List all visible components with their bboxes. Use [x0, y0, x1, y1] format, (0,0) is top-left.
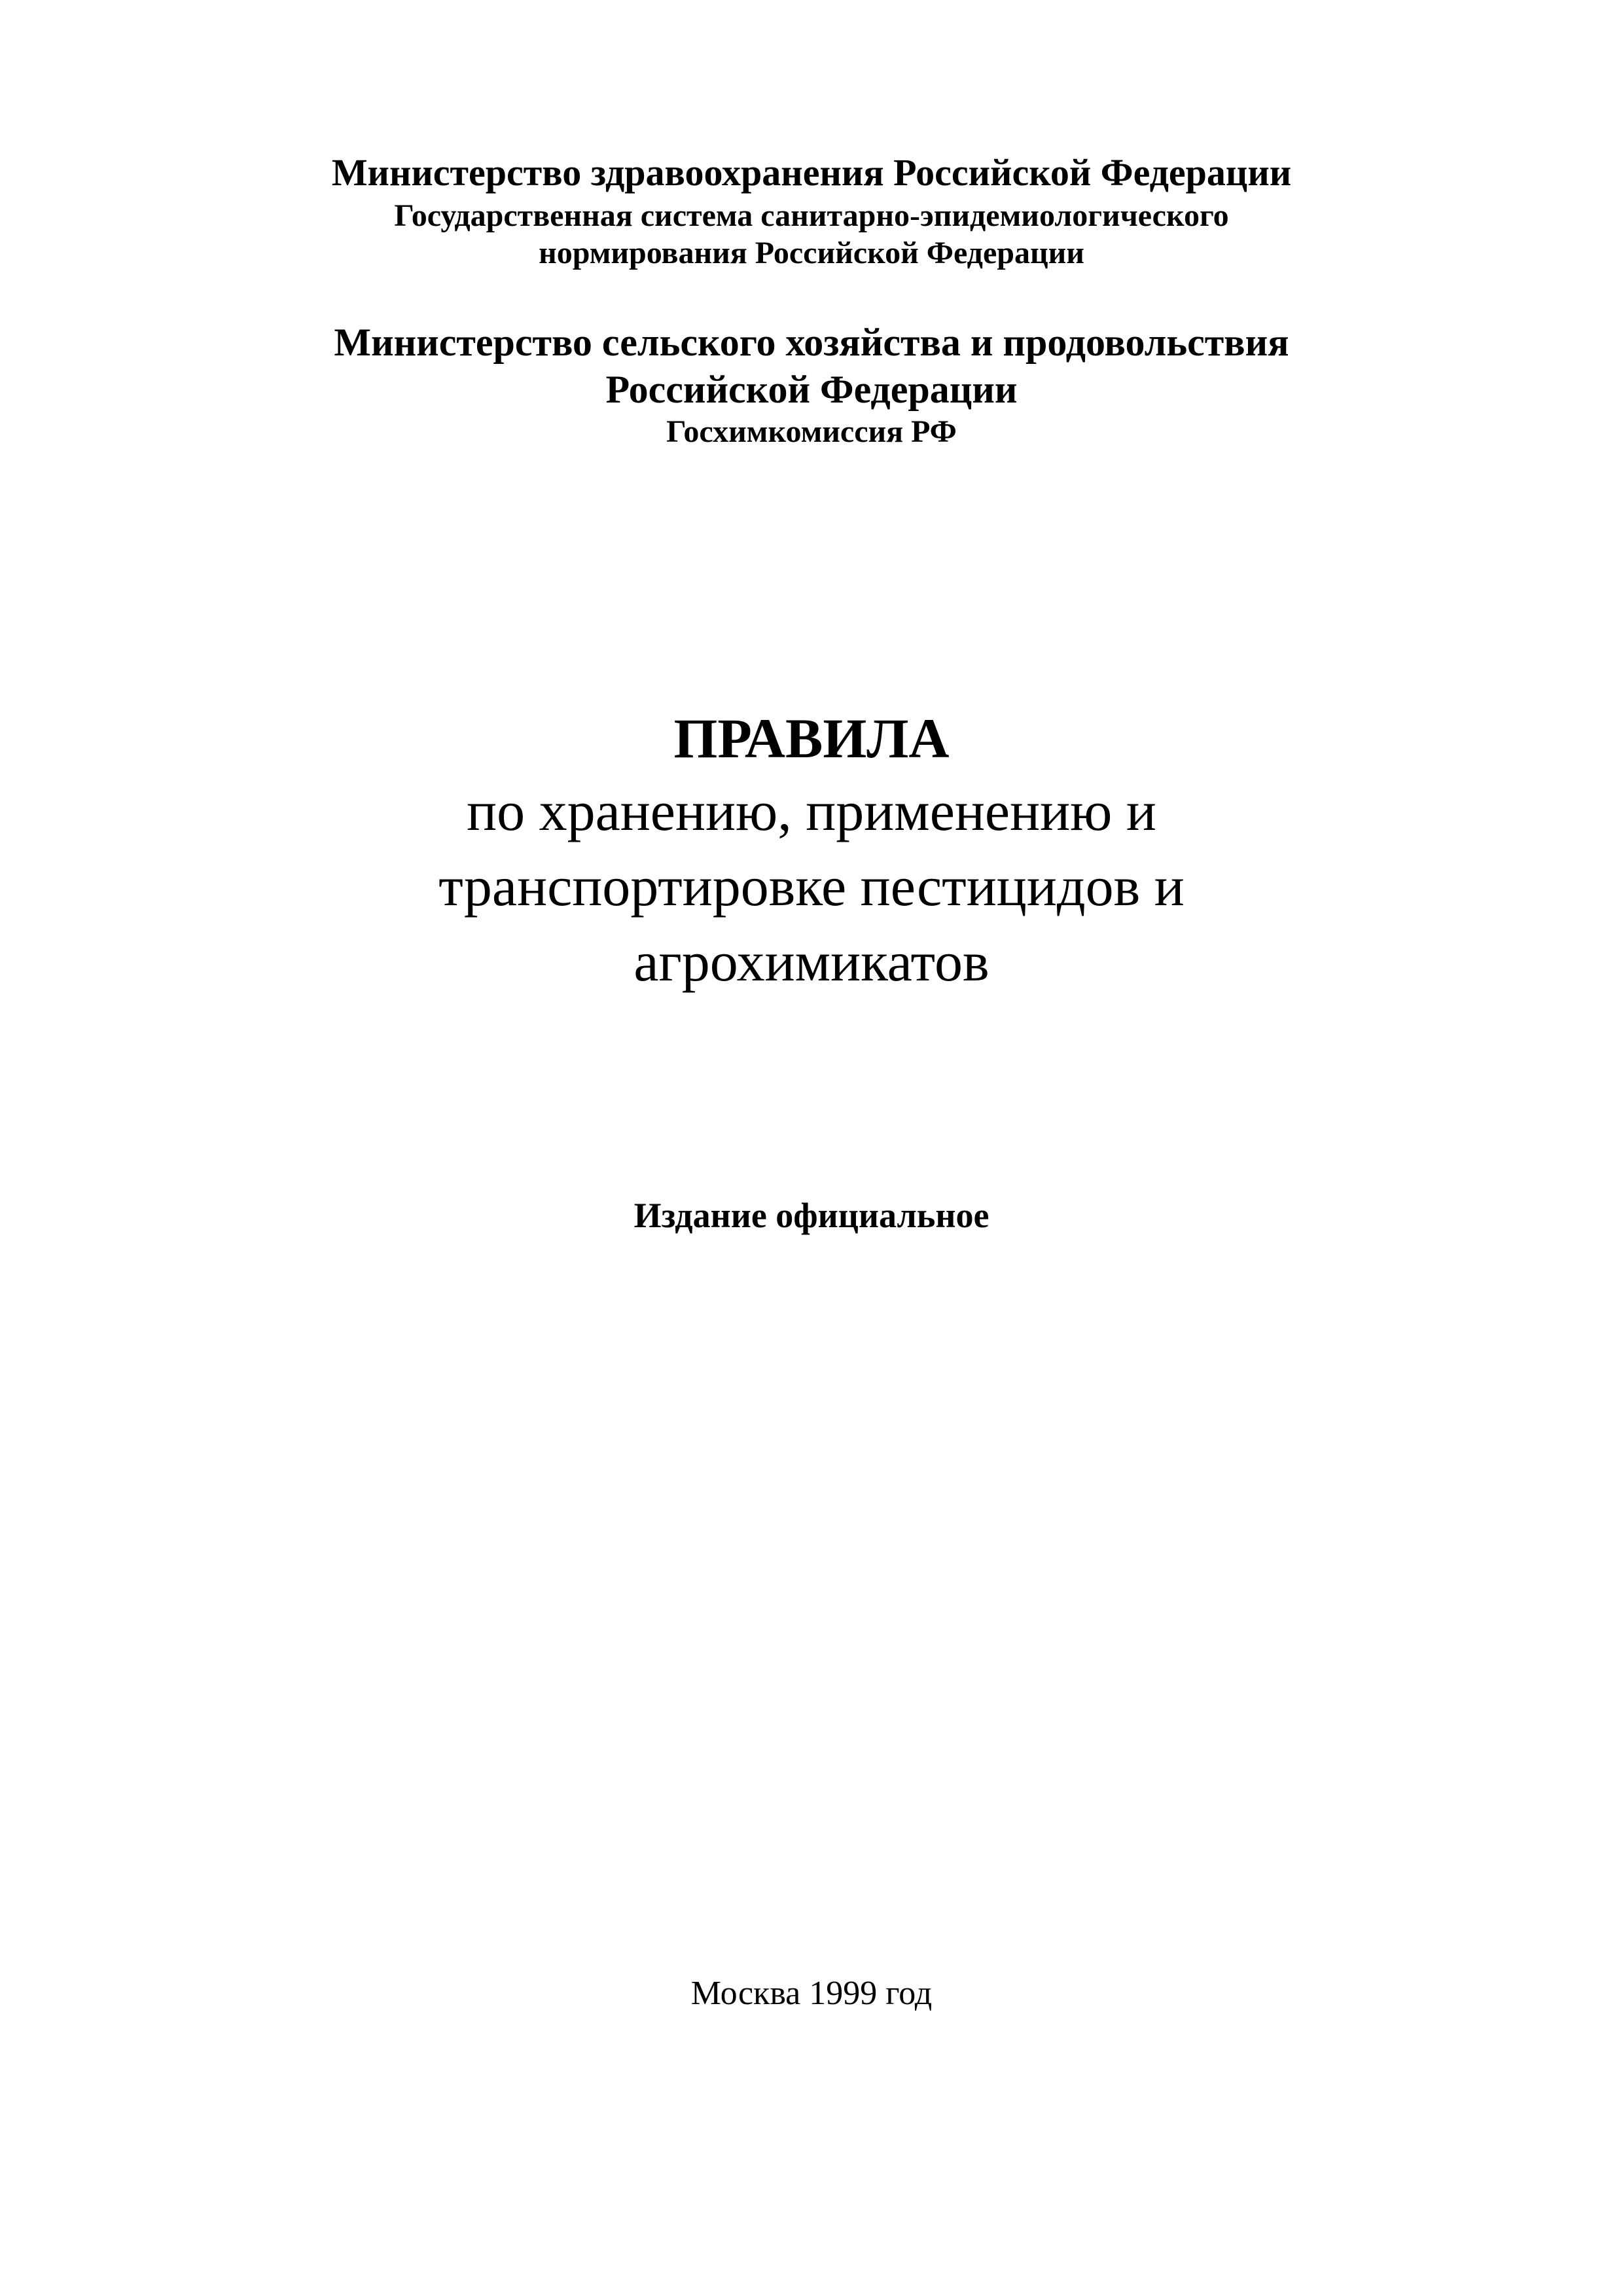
ministry-agri-subtitle: Российской Федерации — [605, 368, 1018, 411]
ministry-agri-title: Министерство сельского хозяйства и продовольствия — [334, 321, 1289, 364]
sanitary-system-title: Государственная система санитарно-эпидемиологического — [394, 198, 1229, 233]
document-subtitle-line-3: агрохимикатов — [633, 930, 990, 993]
ministry-health-title: Министерство здравоохранения Российской Федерации — [331, 151, 1292, 194]
commission-title: Госхимкомиссия РФ — [666, 414, 957, 449]
edition-label: Издание официальное — [633, 1196, 990, 1235]
publication-place-year: Москва 1999 год — [690, 1975, 933, 2012]
document-title: ПРАВИЛА — [673, 707, 950, 770]
document-subtitle-line-1: по хранению, применению и — [467, 780, 1156, 842]
sanitary-system-subtitle: нормирования Российской Федерации — [539, 236, 1084, 270]
document-subtitle-line-2: транспортировке пестицидов и — [438, 855, 1185, 918]
